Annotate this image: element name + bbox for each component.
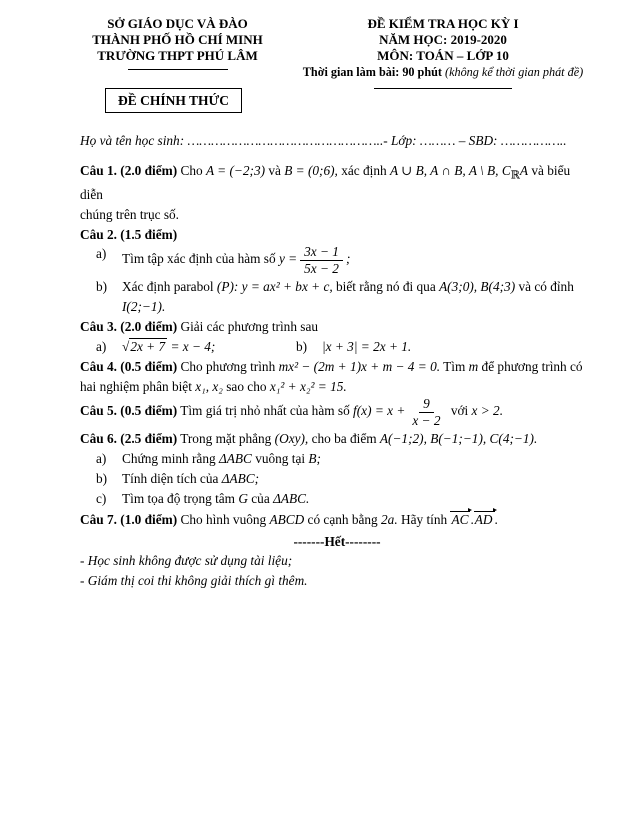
text-run: Cho hình vuông [177, 511, 270, 527]
item-marker: b) [96, 278, 108, 294]
text-run: Tìm [440, 358, 469, 374]
question-1-line-2: chúng trên trục số. [80, 206, 179, 222]
fraction [300, 244, 343, 276]
math-run: A [519, 163, 529, 179]
text-run: Tìm tập xác định của hàm số [122, 251, 279, 267]
authority-line-1: SỞ GIÁO DỤC VÀ ĐÀO [107, 16, 248, 31]
math-run: ΔABC; [221, 470, 260, 486]
document-header [80, 16, 594, 89]
item-marker: a) [96, 450, 107, 466]
item-text [122, 337, 296, 357]
text-run: biết rằng nó đi qua [332, 278, 440, 294]
question-2 [80, 225, 594, 317]
text-run: và biểu diễn [80, 163, 571, 202]
footer-note-1: - Học sinh không được sử dụng tài liệu; [80, 553, 293, 569]
math-run: (P): y = ax² + bx + c, [216, 278, 333, 294]
text-run: Cho phương trình [177, 358, 279, 374]
question-6 [80, 429, 594, 509]
item-text [122, 277, 594, 297]
exam-title-block [292, 16, 594, 89]
item-text [122, 489, 594, 509]
end-of-exam-marker: -------Hết-------- [293, 533, 381, 549]
text-run: Giải các phương trình sau [177, 318, 319, 334]
question-2-item-b-line-2 [122, 297, 594, 317]
question-1-label: Câu 1. (2.0 điểm) [80, 163, 178, 179]
question-6-item-a [80, 449, 594, 469]
math-run: ABCD [269, 511, 305, 527]
math-run: ; [345, 251, 351, 267]
text-run: . [494, 511, 498, 527]
exam-title: ĐỀ KIỂM TRA HỌC KỲ I [367, 16, 519, 31]
vector-ac: AC [451, 511, 469, 527]
text-run: và [265, 163, 285, 179]
item-marker: b) [296, 338, 308, 354]
question-1 [80, 161, 594, 224]
time-limit: Thời gian làm bài: 90 phút [302, 65, 446, 80]
question-7 [80, 509, 594, 530]
item-text [122, 469, 594, 489]
question-3 [80, 317, 594, 357]
text-run: có cạnh bằng [304, 511, 382, 527]
math-run: x₁² + x₂² = 15. [269, 378, 347, 394]
question-7-label: Câu 7. (1.0 điểm) [80, 511, 178, 527]
question-4-line-2 [80, 377, 594, 397]
math-run: (Oxy), [274, 430, 309, 446]
item-marker: c) [96, 490, 107, 506]
school-year: NĂM HỌC: 2019-2020 [379, 32, 507, 48]
math-run: ΔABC. [273, 490, 310, 506]
question-6-item-b [80, 469, 594, 489]
question-6-item-c [80, 489, 594, 509]
footer-note-2: - Giám thị coi thi không giải thích gì thêm. [80, 573, 308, 589]
math-run: x > 2. [471, 403, 504, 419]
fraction-denominator: x − 2 [412, 413, 441, 429]
math-run: A(−1;2), B(−1;−1), C(4;−1). [379, 430, 538, 446]
math-run: = x − 4; [167, 338, 216, 354]
math-run: m [468, 358, 479, 374]
math-run: mx² − (2m + 1)x + m − 4 = 0. [278, 358, 441, 374]
math-run: A(3;0), B(4;3) [439, 278, 516, 294]
text-run: hai nghiệm phân biệt [80, 378, 196, 394]
question-6-label: Câu 6. (2.5 điểm) [80, 430, 178, 446]
text-run: Chứng minh rằng [122, 450, 219, 466]
dot-operator: . [470, 511, 474, 527]
item-text [122, 449, 594, 469]
text-run: cho ba điểm [308, 430, 380, 446]
subject-grade: MÔN: TOÁN – LỚP 10 [377, 48, 509, 64]
question-5-label: Câu 5. (0.5 điểm) [80, 403, 178, 419]
question-4 [80, 357, 594, 397]
question-5 [80, 396, 594, 428]
radicand: 2x + 7 [130, 338, 166, 354]
header-left-divider [128, 69, 228, 70]
item-text [322, 337, 594, 357]
issuing-authority-block [80, 16, 275, 89]
time-limit-line [292, 65, 594, 80]
vector-ad: AD [474, 511, 493, 527]
text-run: Tìm giá trị nhỏ nhất của hàm số [177, 403, 354, 419]
text-run: Tìm tọa độ trọng tâm [122, 490, 239, 506]
question-3-items-row [80, 337, 594, 357]
math-run: G [238, 490, 248, 506]
set-complement-subscript: ℝ [510, 170, 520, 183]
question-2-item-b [80, 277, 594, 297]
fraction-numerator: 3x − 1 [300, 244, 343, 261]
text-run: Tính diện tích của [122, 470, 222, 486]
math-run: I(2;−1). [122, 298, 166, 314]
math-run: A = (−2;3) [205, 163, 266, 179]
math-run: ΔABC [218, 450, 252, 466]
text-run: vuông tại [251, 450, 309, 466]
item-text [122, 244, 594, 276]
fraction-numerator: 9 [419, 396, 434, 413]
math-run: |x + 3| = 2x + 1. [322, 338, 412, 354]
authority-line-2: THÀNH PHỐ HỒ CHÍ MINH [92, 32, 263, 48]
math-run: f(x) = x + [353, 403, 406, 419]
student-info-line: Họ và tên học sinh: …………………………………………..- Lớp: ……… – SBD: …………….. [80, 133, 567, 149]
math-run: 2a. [381, 511, 398, 527]
square-root [122, 338, 167, 355]
header-right-divider [374, 88, 512, 89]
math-run: x₁, x₂ [195, 378, 223, 394]
text-run: với [447, 403, 472, 419]
fraction [408, 396, 444, 428]
question-4-label: Câu 4. (0.5 điểm) [80, 358, 178, 374]
time-note: (không kể thời gian phát đề) [445, 65, 584, 80]
math-run: B; [308, 450, 321, 466]
text-run: Cho [177, 163, 206, 179]
text-run: và có đỉnh [515, 278, 574, 294]
question-2-label: Câu 2. (1.5 điểm) [80, 226, 178, 242]
text-run: của [247, 490, 274, 506]
item-marker: b) [96, 470, 108, 486]
school-name: TRƯỜNG THPT PHÚ LÂM [97, 48, 258, 64]
math-run: A ∪ B, A ∩ B, A \ B, C [389, 163, 511, 179]
item-marker: a) [96, 338, 107, 354]
question-2-item-a [80, 244, 594, 276]
text-run: Xác định parabol [122, 278, 217, 294]
text-run: để phương trình có [478, 358, 583, 374]
text-run: Hãy tính [397, 511, 451, 527]
text-run: sao cho [222, 378, 270, 394]
text-run: xác định [337, 163, 390, 179]
question-3-label: Câu 3. (2.0 điểm) [80, 318, 178, 334]
official-exam-badge: ĐỀ CHÍNH THỨC [105, 88, 242, 113]
math-run: B = (0;6), [284, 163, 338, 179]
radical-sign: √ [122, 339, 130, 355]
fraction-denominator: 5x − 2 [304, 261, 339, 277]
text-run: Trong mặt phẳng [177, 430, 275, 446]
item-marker: a) [96, 246, 107, 262]
math-run: y = [278, 251, 298, 267]
